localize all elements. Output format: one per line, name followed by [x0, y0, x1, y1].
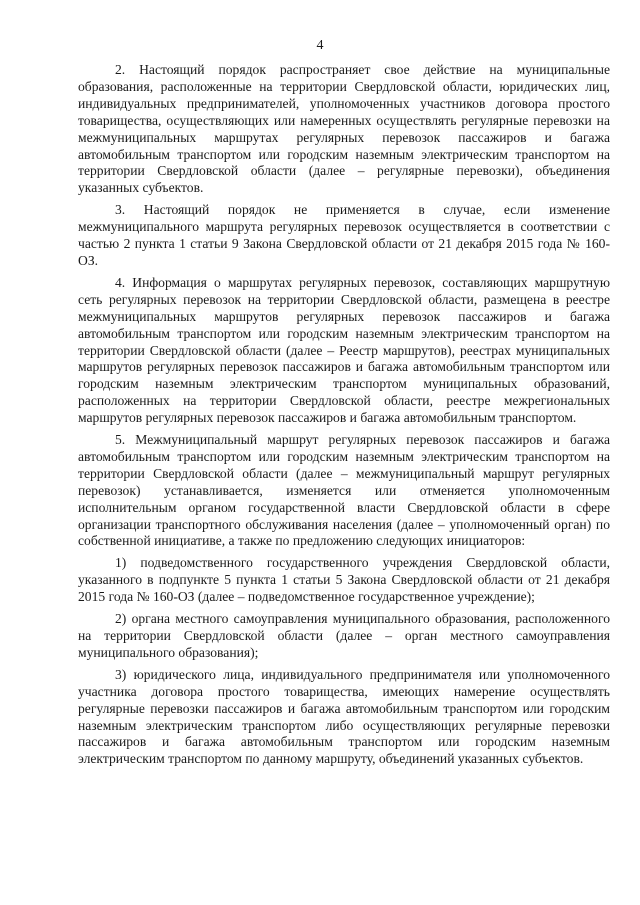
- paragraph-item-4: 4. Информация о маршрутах регулярных перевозок, составляющих маршрутную сеть регулярных перевозок на территории Свердловской области, размещена в реестре межмуниципальных маршрутов регулярных перевозок пассажиров и багажа автомобильным транспортом или городским наземным электрическим транспортом на территории Свердловской области (далее – Реестр маршрутов), реестрах муниципальных маршрутов регулярных перевозок пассажиров и багажа автомобильным транспортом или городским наземным электрическим транспортом муниципальных образований, расположенных на территории Свердловской области, реестре межрегиональных маршрутов регулярных перевозок пассажиров и багажа автомобильным транспортом.: [78, 274, 610, 426]
- paragraph-item-3: 3. Настоящий порядок не применяется в случае, если изменение межмуниципального маршрута регулярных перевозок осуществляется в соответствии с частью 2 пункта 1 статьи 9 Закона Свердловской области от 21 декабря 2015 года № 160-ОЗ.: [78, 202, 610, 268]
- paragraph-item-2: 2. Настоящий порядок распространяет свое действие на муниципальные образования, расположенные на территории Свердловской области, юридических лиц, индивидуальных предпринимателей, уполномоченных участников договора простого товарищества, осуществляющих или намеренных осуществлять регулярные перевозки на межмуниципальных маршрутах регулярных перевозок пассажиров и багажа автомобильным транспортом или городским наземным электрическим транспортом на территории Свердловской области (далее – регулярные перевозки), объединения указанных субъектов.: [78, 62, 610, 196]
- subitem-1: 1) подведомственного государственного учреждения Свердловской области, указанного в подпункте 5 пункта 1 статьи 5 Закона Свердловской области от 21 декабря 2015 года № 160-ОЗ (далее – подведомственное государственное учреждение);: [78, 555, 610, 605]
- subitem-2: 2) органа местного самоуправления муниципального образования, расположенного на территории Свердловской области (далее – орган местного самоуправления муниципального образования);: [78, 611, 610, 660]
- paragraph-item-5: 5. Межмуниципальный маршрут регулярных перевозок пассажиров и багажа автомобильным транспортом или городским наземным электрическим транспортом на территории Свердловской области (далее – межмуниципальный маршрут регулярных перевозок) устанавливается, изменяется или отменяется уполномоченным исполнительным органом государственной власти Свердловской области в сфере организации транспортного обслуживания населения (далее – уполномоченный орган) по собственной инициативе, а также по предложению следующих инициаторов:: [78, 432, 610, 549]
- subitem-3: 3) юридического лица, индивидуального предпринимателя или уполномоченного участника договора простого товарищества, имеющих намерение осуществлять регулярные перевозки пассажиров и багажа автомобильным транспортом или городским наземным электрическим транспортом либо осуществляющих регулярные перевозки пассажиров и багажа автомобильным транспортом или городским наземным электрическим транспортом по данному маршруту, объединений указанных субъектов.: [78, 666, 610, 767]
- document-body: [78, 62, 610, 768]
- page-number: 4: [316, 38, 324, 53]
